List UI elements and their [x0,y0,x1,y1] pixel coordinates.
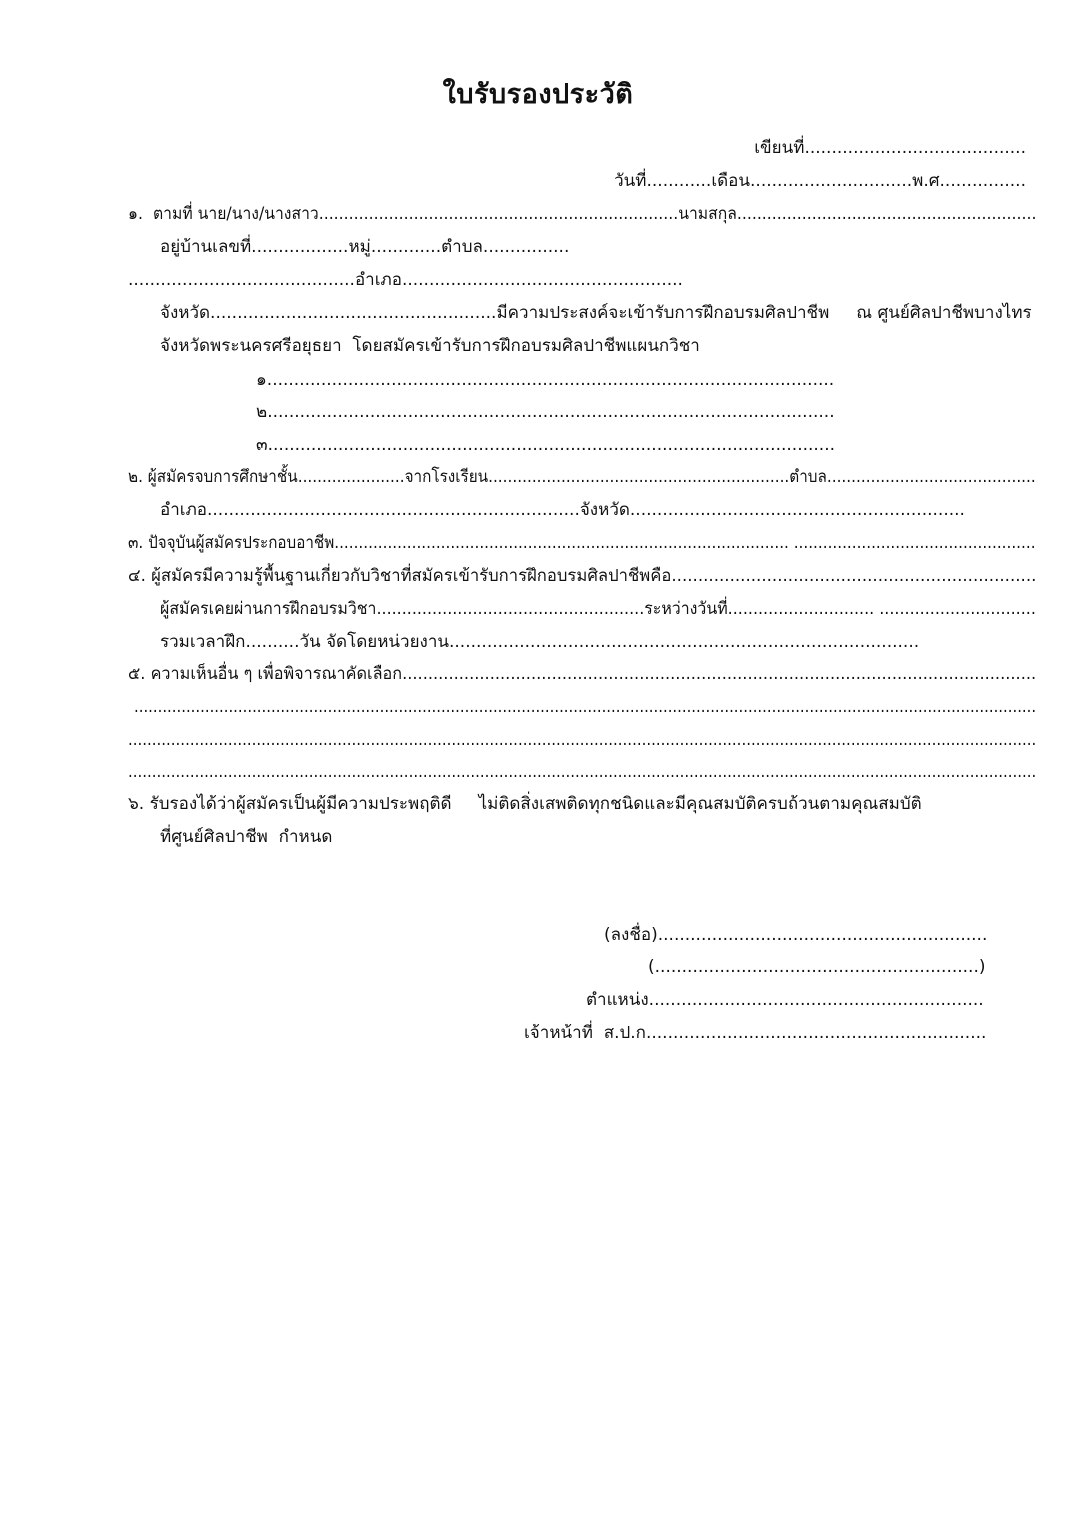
item-1-address-line: อยู่บ้านเลขที่..................หมู่.............ตำบล................ [160,237,570,257]
item-1-district-line: ..........................................อำเภอ.................................................... [128,270,683,290]
signature-officer-line: เจ้าหน้าที่ ส.ป.ก............................................................... [524,1023,987,1043]
item-4-duration-line: รวมเวลาฝึก..........วัน จัดโดยหน่วยงาน....................................................................................... [160,632,920,652]
item-2-education-line: ๒. ผู้สมัครจบการศึกษาชั้น......................จากโรงเรียน..............................................................ตำบล........................................... [128,467,1036,487]
date-field: วันที่............เดือน..............................พ.ศ................ [614,171,1026,191]
opinion-blank-line-2: ............................................................................................................................................................................................... [128,730,1037,750]
course-choice-2: ๒......................................................................................................... [256,402,835,422]
signature-name-line: (............................................................) [648,957,986,977]
item-2-location-line: อำเภอ.....................................................................จังหวัด.............................................................. [160,500,965,520]
course-choice-1: ๑......................................................................................................... [256,370,835,390]
opinion-blank-line-3: ............................................................................................................................................................................................... [128,762,1037,782]
signature-position-line: ตำแหน่ง.............................................................. [586,990,984,1010]
item-3-occupation-line: ๓. ปัจจุบันผู้สมัครประกอบอาชีพ.............................................................................................. .................................................. [128,533,1036,553]
item-1-name-line: ๑. ตามที่ นาย/นาง/นางสาว........................................................................นามสกุล............................................................ [128,204,1037,224]
opinion-blank-line-1: ............................................................................................................................................................................................... [134,697,1037,717]
item-6-certification-cont: ที่ศูนย์ศิลปาชีพ กำหนด [160,827,333,847]
written-at-field: เขียนที่......................................... [754,138,1026,158]
item-1-course-line: จังหวัดพระนครศรีอยุธยา โดยสมัครเข้ารับการฝึกอบรมศิลปาชีพแผนกวิชา [160,336,700,356]
item-1-province-line: จังหวัด.....................................................มีความประสงค์จะเข้ารับการฝึกอบรมศิลปาชีพ ณ ศูนย์ศิลปาชีพบางไทร [160,303,1032,323]
course-choice-3: ๓......................................................................................................... [256,435,836,455]
document-title: ใบรับรองประวัติ [442,79,634,110]
signature-line: (ลงชื่อ)............................................................. [604,925,988,945]
item-4-knowledge-line: ๔. ผู้สมัครมีความรู้พื้นฐานเกี่ยวกับวิชาที่สมัครเข้ารับการฝึกอบรมศิลปาชีพคือ..................................................................... [128,566,1037,586]
item-5-opinion-line: ๕. ความเห็นอื่น ๆ เพื่อพิจารณาคัดเลือก........................................................................................................................... [128,664,1037,684]
item-6-certification-line: ๖. รับรองได้ว่าผู้สมัครเป็นผู้มีความประพฤติดี ไม่ติดสิ่งเสพติดทุกชนิดและมีคุณสมบัติครบถ้วนตามคุณสมบัติ [128,794,922,814]
item-4-training-line: ผู้สมัครเคยผ่านการฝึกอบรมวิชา.....................................................ระหว่างวันที่............................. ............................... [160,599,1036,619]
